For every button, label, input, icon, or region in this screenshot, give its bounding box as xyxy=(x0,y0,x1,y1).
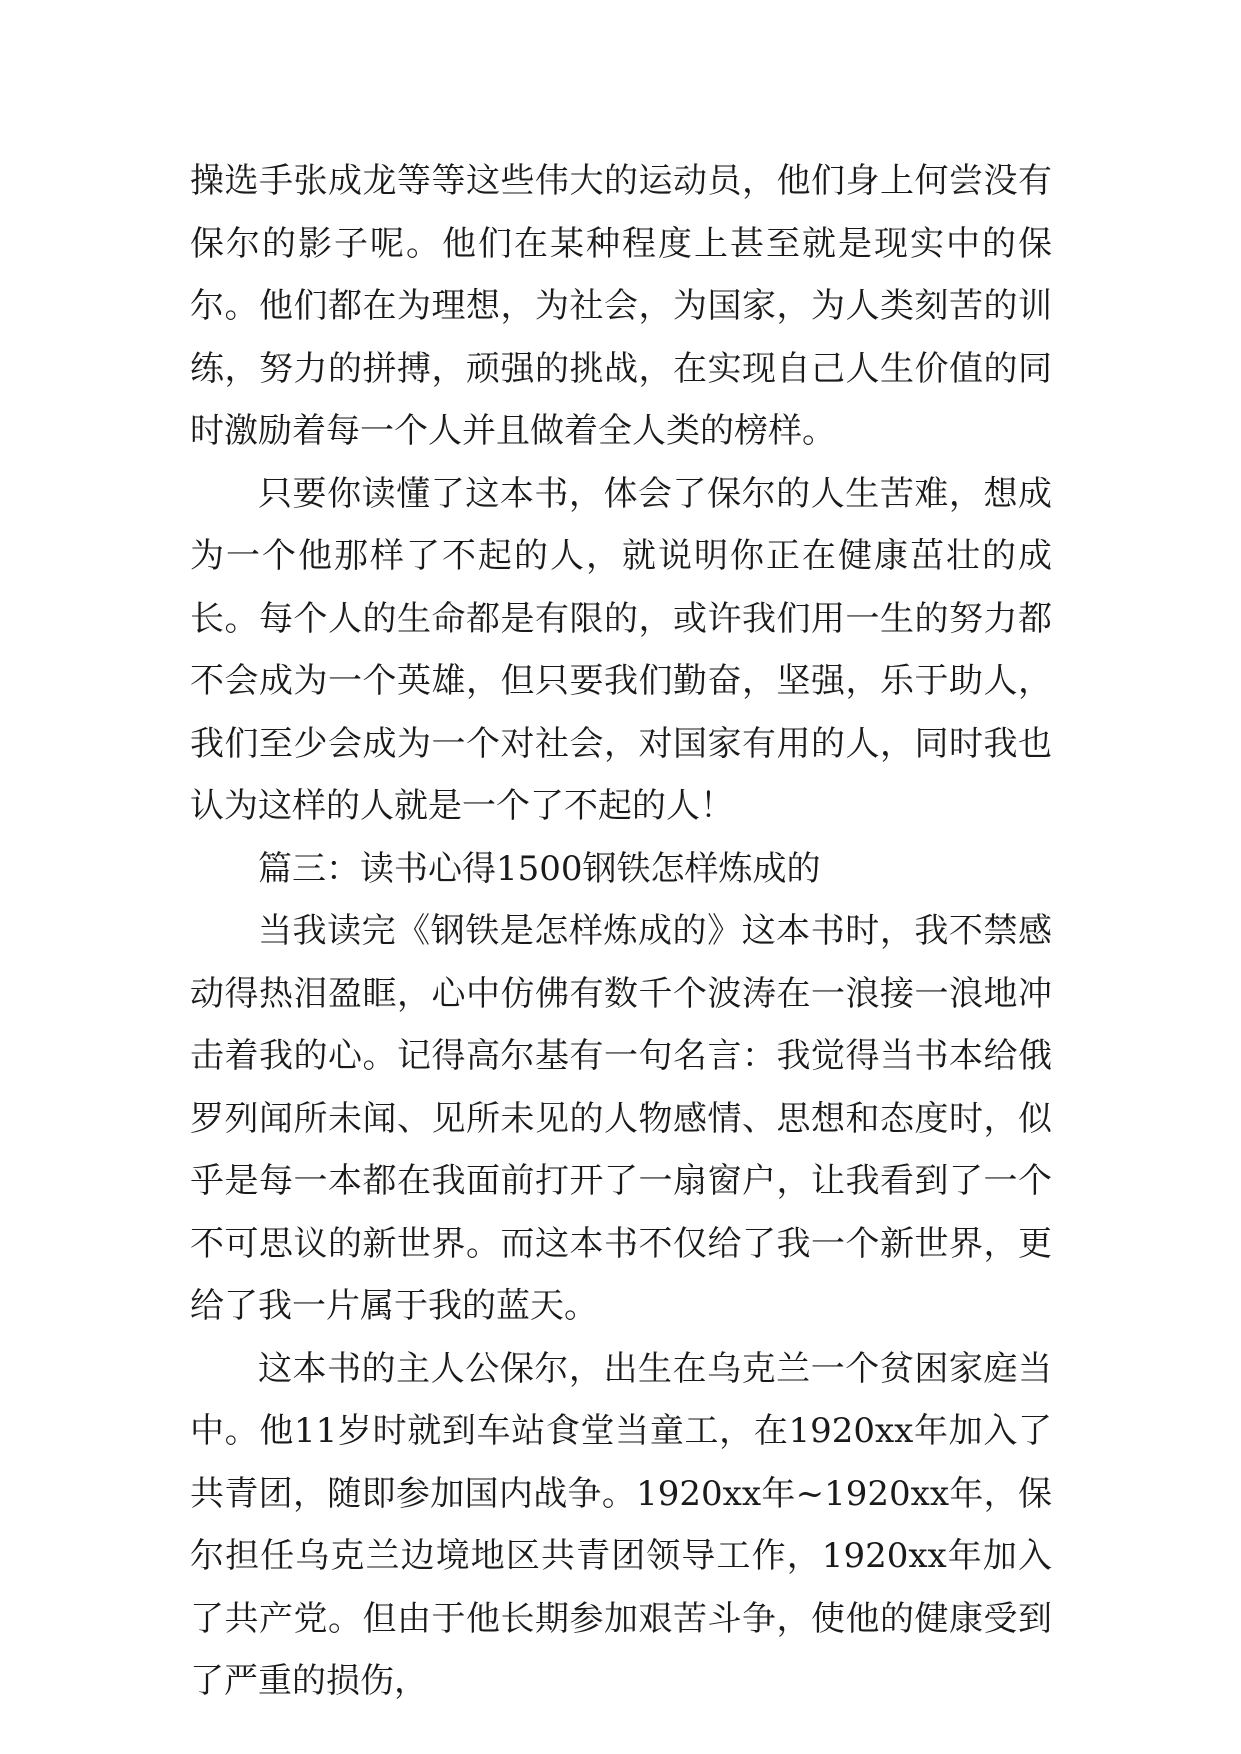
paragraph-reading-reflection: 只要你读懂了这本书，体会了保尔的人生苦难，想成为一个他那样了不起的人，就说明你正在健康茁壮的成长。每个人的生命都是有限的，或许我们用一生的努力都不会成为一个英雄，但只要我们勤奋，坚强，乐于助人，我们至少会成为一个对社会，对国家有用的人，同时我也认为这样的人就是一个了不起的人！ xyxy=(190,473,1052,826)
paragraph-book-impression: 当我读完《钢铁是怎样炼成的》这本书时，我不禁感动得热泪盈眶，心中仿佛有数千个波涛在一浪接一浪地冲击着我的心。记得高尔基有一句名言：我觉得当书本给俄罗列闻所未闻、见所未见的人物感情、思想和态度时，似乎是每一本都在我面前打开了一扇窗户，让我看到了一个不可思议的新世界。而这本书不仅给了我一个新世界，更给了我一片属于我的蓝天。 xyxy=(190,911,1052,1326)
document-body xyxy=(190,150,1052,1713)
section-heading: 篇三：读书心得1500钢铁怎样炼成的 xyxy=(258,848,821,889)
paragraph-protagonist-bio: 这本书的主人公保尔，出生在乌克兰一个贫困家庭当中。他11岁时就到车站食堂当童工，在1920xx年加入了共青团，随即参加国内战争。1920xx年~1920xx年，保尔担任乌克兰边境地区共青团领导工作，1920xx年加入了共产党。但由于他长期参加艰苦斗争，使他的健康受到了严重的损伤， xyxy=(190,1348,1052,1701)
paragraph-athletes-example: 操选手张成龙等等这些伟大的运动员，他们身上何尝没有保尔的影子呢。他们在某种程度上甚至就是现实中的保尔。他们都在为理想，为社会，为国家，为人类刻苦的训练，努力的拼搏，顽强的挑战，在实现自己人生价值的同时激励着每一个人并且做着全人类的榜样。 xyxy=(190,161,1052,451)
